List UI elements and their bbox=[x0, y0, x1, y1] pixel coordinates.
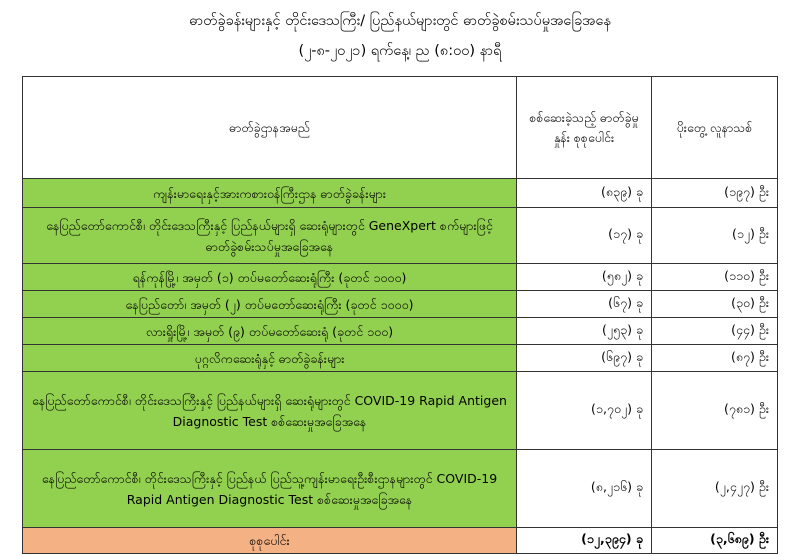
lab-name-cell: နေပြည်တော်၊ အမှတ် (၂) တပ်မတော်ဆေးရုံကြီး (ခုတင် ၁၀၀၀) bbox=[23, 291, 517, 318]
tested-count-cell: (၆၉၇) ခု bbox=[517, 345, 652, 372]
report-title: ဓာတ်ခွဲခန်းများနှင့် တိုင်းဒေသကြီး/ ပြည်နယ်များတွင် ဓာတ်ခွဲစမ်းသပ်မှုအခြေအနေ bbox=[189, 13, 611, 29]
positive-count-cell: (၇၈၁) ဦး bbox=[652, 372, 778, 450]
table-row bbox=[23, 372, 778, 450]
tested-count-cell: (၂၅၃) ခု bbox=[517, 318, 652, 345]
total-label-cell: စုစုပေါင်း bbox=[23, 528, 517, 554]
tested-count-cell: (၈၃၉) ခု bbox=[517, 179, 652, 208]
total-positive-cell: (၃,၆၈၉) ဦး bbox=[652, 528, 778, 554]
positive-count-cell: (၄၄) ဦး bbox=[652, 318, 778, 345]
table-row bbox=[23, 345, 778, 372]
tested-count-cell: (၈,၂၁၆) ခု bbox=[517, 450, 652, 528]
lab-name-cell: နေပြည်တော်ကောင်စီ၊ တိုင်းဒေသကြီးနှင့် ပြည်နယ် ပြည်သူ့ကျန်းမာရေးဦးစီးဌာနများတွင် COVID-19 Rapid Antigen Diagnostic Test စစ်ဆေးမှုအခြေအနေ bbox=[23, 450, 517, 528]
lab-name-cell: နေပြည်တော်ကောင်စီ၊ တိုင်းဒေသကြီးနှင့် ပြည်နယ်များရှိ ဆေးရုံများတွင် GeneXpert စက်များဖြင့် ဓာတ်ခွဲစမ်းသပ်မှုအခြေအနေ bbox=[23, 208, 517, 264]
positive-count-cell: (၈၇) ဦး bbox=[652, 345, 778, 372]
table-row bbox=[23, 208, 778, 264]
lab-name-cell: နေပြည်တော်ကောင်စီ၊ တိုင်းဒေသကြီးနှင့် ပြည်နယ်များရှိ ဆေးရုံများတွင် COVID-19 Rapid Antigen Diagnostic Test စစ်ဆေးမှုအခြေအနေ bbox=[23, 372, 517, 450]
table-row bbox=[23, 179, 778, 208]
positive-count-cell: (၁၁၀) ဦး bbox=[652, 264, 778, 291]
total-tested-cell: (၁၂,၃၉၄) ခု bbox=[517, 528, 652, 554]
header-lab-name: ဓာတ်ခွဲဌာနအမည် bbox=[23, 77, 517, 179]
lab-name-cell: ရန်ကုန်မြို့၊ အမှတ် (၁) တပ်မတော်ဆေးရုံကြီး (ခုတင် ၁၀၀၀) bbox=[23, 264, 517, 291]
positive-count-cell: (၃၀) ဦး bbox=[652, 291, 778, 318]
header-tested: စစ်ဆေးခဲ့သည့် ဓာတ်ခွဲမှုနှုန်း စုစုပေါင်း bbox=[517, 77, 652, 179]
header-row bbox=[23, 77, 778, 179]
tested-count-cell: (၆၇) ခု bbox=[517, 291, 652, 318]
tested-count-cell: (၁,၇၀၂) ခု bbox=[517, 372, 652, 450]
positive-count-cell: (၁၂) ဦး bbox=[652, 208, 778, 264]
table-row bbox=[23, 264, 778, 291]
lab-name-cell: ပုဂ္ဂလိကဆေးရုံနှင့် ဓာတ်ခွဲခန်းများ bbox=[23, 345, 517, 372]
tested-count-cell: (၁၇) ခု bbox=[517, 208, 652, 264]
lab-name-cell: ကျန်းမာရေးနှင့်အားကစားဝန်ကြီးဌာန ဓာတ်ခွဲခန်းများ bbox=[23, 179, 517, 208]
positive-count-cell: (၂,၄၂၇) ဦး bbox=[652, 450, 778, 528]
positive-count-cell: (၁၉၇) ဦး bbox=[652, 179, 778, 208]
lab-testing-table bbox=[22, 76, 778, 554]
header-positive: ပိုးတွေ့ လူနာသစ် bbox=[652, 77, 778, 179]
table-row bbox=[23, 450, 778, 528]
table-row bbox=[23, 318, 778, 345]
table-row bbox=[23, 291, 778, 318]
tested-count-cell: (၅၈၂) ခု bbox=[517, 264, 652, 291]
report-date: (၂-၈-၂၀၂၁) ရက်နေ့၊ ည (၈:၀၀) နာရီ bbox=[298, 43, 502, 59]
lab-name-cell: လားရှိုးမြို့၊ အမှတ် (၉) တပ်မတော်ဆေးရုံ (ခုတင် ၁၀၀) bbox=[23, 318, 517, 345]
